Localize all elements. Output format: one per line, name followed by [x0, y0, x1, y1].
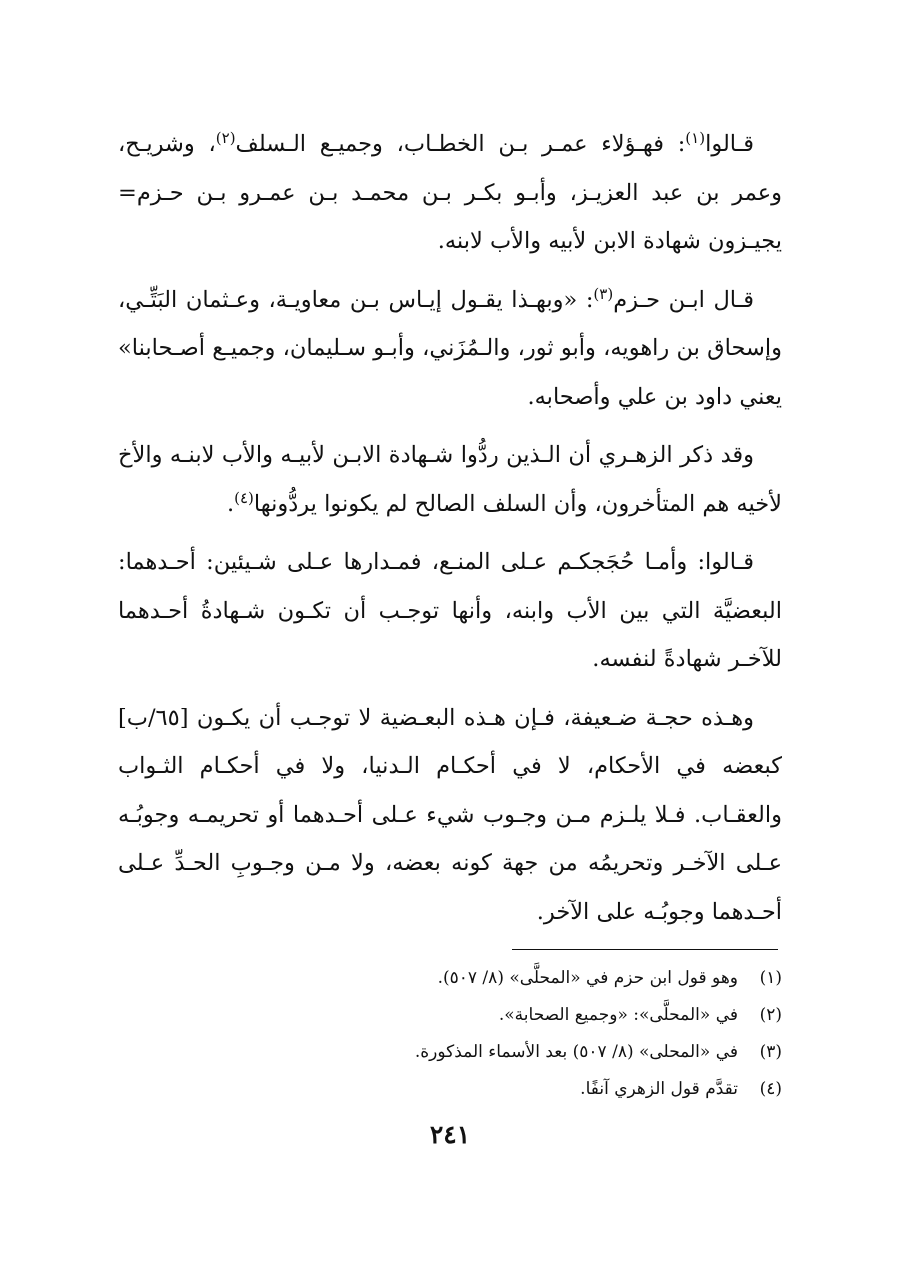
paragraph-2 — [118, 276, 782, 422]
footnote-text: في «المحلى» (٨/ ٥٠٧) بعد الأسماء المذكورة. — [414, 1042, 738, 1062]
footnote-4 — [118, 1071, 782, 1108]
paragraph-2-text-a: قـال ابـن حـزم — [613, 286, 754, 313]
footnotes — [118, 960, 782, 1108]
footnote-1 — [118, 960, 782, 997]
paragraph-2-text-b: : «وبهـذا يقـول إيـاس بـن معاويـة، وعـثمان البَتِّـي، وإسحاق بن راهويه، وأبو ثور، والـمُزَني، وأبـو سـليمان، وجميـع أصـحابنا» يعني داود بن علي وأصحابه. — [118, 286, 782, 410]
footnote-text: في «المحلَّى»: «وجميع الصحابة». — [498, 1005, 738, 1025]
footnote-3 — [118, 1034, 782, 1071]
footnote-ref-2: (٢) — [215, 129, 236, 147]
footnote-number: (٤) — [759, 1079, 782, 1099]
paragraph-4-text: قـالوا: وأمـا حُجَجكـم عـلى المنـع، فمـدارها عـلى شـيئين: أحـدهما: البعضيَّة التي بين الأب وابنه، وأنها توجـب أن تكـون شـهادةُ أحـدهما للآخـر شهادةً لنفسه. — [118, 549, 782, 672]
footnote-ref-3: (٣) — [593, 284, 614, 303]
paragraph-3 — [118, 431, 782, 528]
page-number: ٢٤١ — [429, 1120, 471, 1149]
paragraph-1 — [118, 120, 782, 266]
footnote-number: (٢) — [759, 1005, 782, 1025]
paragraph-3-text-a: وقد ذكر الزهـري أن الـذين ردُّوا شـهادة الابـن لأبيـه والأب لابنـه والأخ لأخيه هم المتأخرون، وأن السلف الصالح لم يكونوا يردُّونها — [118, 442, 782, 517]
footnote-ref-1: (١) — [685, 129, 706, 147]
footnote-text: وهو قول ابن حزم في «المحلَّى» (٨/ ٥٠٧). — [437, 968, 738, 988]
paragraph-5 — [118, 694, 782, 937]
paragraph-1-text-a: قـالوا — [705, 131, 755, 157]
paragraph-1-text-b: : فهـؤلاء عمـر بـن الخطـاب، وجميـع الـسلف — [235, 131, 686, 157]
footnote-number: (١) — [759, 968, 782, 988]
paragraph-5-text: وهـذه حجـة ضـعيفة، فـإن هـذه البعـضية لا توجـب أن يكـون [٦٥/ب] كبعضه في الأحكام، لا في أحكـام الـدنيا، ولا في أحكـام الثـواب والعقـاب. فـلا يلـزم مـن وجـوب شيء عـلى أحـدهما أو تحريمـه وجوبُـه عـلى الآخـر وتحريمُه من جهة كونه بعضه، ولا مـن وجـوبِ الحـدِّ عـلى أحـدهما وجوبُـه على الآخر. — [118, 704, 782, 925]
footnote-text: تقدَّم قول الزهري آنفًا. — [580, 1079, 738, 1099]
paragraph-1-text-c: ، وشريـح، وعمر بن عبد العزيـز، وأبـو بكـر بـن محمـد بـن عمـرو بـن حـزم= يجيـزون شهادة الابن لأبيه والأب لابنه. — [118, 131, 782, 254]
paragraph-4 — [118, 538, 782, 684]
footnote-separator — [512, 949, 778, 950]
paragraph-3-text-b: . — [226, 490, 235, 517]
footnote-ref-4: (٤) — [234, 488, 254, 507]
main-text — [118, 120, 782, 946]
footnote-number: (٣) — [759, 1042, 782, 1062]
footnote-2 — [118, 997, 782, 1034]
